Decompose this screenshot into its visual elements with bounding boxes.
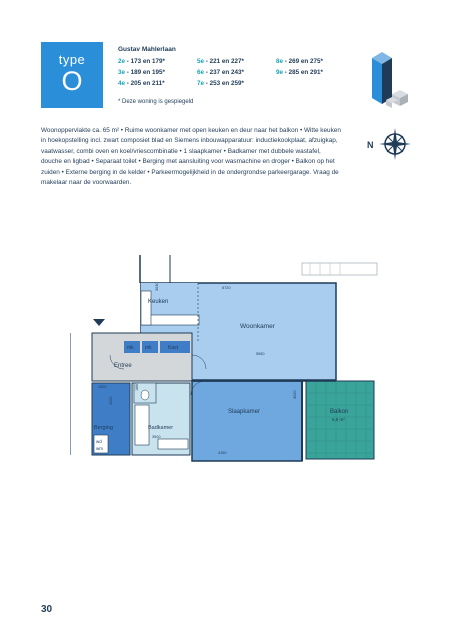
toilet (141, 390, 149, 400)
label-keuken: Keuken (148, 299, 169, 305)
double-sink (158, 439, 188, 449)
dim-bad-width: 3500 (152, 435, 161, 439)
label-entree: Entree (114, 363, 132, 369)
compass-north-label: N (367, 140, 374, 150)
kitchen-counter-side (141, 291, 151, 325)
floor-entry: 6e - 237 en 243* (197, 69, 244, 76)
slaapkamer-room (192, 381, 302, 461)
label-mk-1: mk (127, 345, 134, 351)
dim-keuken-depth: 3030 (155, 282, 159, 291)
floor-entry: 4e - 205 en 211* (118, 80, 165, 87)
building-location-icon (362, 42, 412, 108)
label-slaapkamer: Slaapkamer (228, 409, 261, 415)
description: Woonoppervlakte ca. 65 m² • Ruime woonkamer met open keuken en deur naar het balkon • Witte keuken in hoekopstelling incl. zwart composiet blad en Siemens inbouwapparatuur: inductiekookplaat, afzuigkap, vaatwasser, combi oven en koel/vriescombinatie • 1 slaapkamer • Badkamer met dubbele wastafel, douche en ligbad • Separaat toilet • Berging met aansluiting voor wasmachine en droger • Balkon op het zuiden • Externe berging in de kelder • Parkeermogelijkheid in de ondergrondse parkeergarage. Vraag de makelaar naar de voorwaarden. (41, 127, 341, 187)
label-mk-2: mk (145, 345, 152, 351)
type-letter: O (61, 66, 83, 96)
floor-entry: 9e - 285 en 291* (276, 69, 323, 76)
label-badkamer: Badkamer (148, 425, 174, 431)
floor-plan (70, 255, 390, 475)
label-woonkamer: Woonkamer (240, 323, 275, 330)
type-word: type (58, 52, 86, 67)
dim-woon-width: 8720 (222, 286, 231, 290)
floor-entry: 5e - 221 en 227* (197, 58, 244, 65)
dim-berging-depth: 2200 (109, 396, 113, 405)
bathtub (135, 405, 149, 445)
label-balkon-area: 6,8 m² (332, 417, 345, 422)
label-wd: wd (96, 439, 102, 444)
floor-entry: 2e - 173 en 179* (118, 58, 165, 65)
dim-berging-width: 1500 (98, 385, 107, 389)
floor-entry: 7e - 253 en 259* (197, 80, 244, 87)
mirrored-note: * Deze woning is gespiegeld (118, 99, 194, 105)
page-number: 30 (41, 604, 53, 615)
floor-entry: 3e - 189 en 195* (118, 69, 165, 76)
label-wm: wm (96, 446, 103, 451)
dim-slaap-width: 4150 (218, 451, 227, 455)
type-badge (41, 42, 103, 108)
entree-room (92, 333, 192, 381)
label-balkon: Balkon (330, 409, 349, 415)
dim-bad-depth: 1880 (135, 382, 139, 391)
dim-woon-depth: 5550 (256, 352, 265, 356)
label-berging: Berging (94, 425, 113, 431)
compass-icon (365, 124, 413, 164)
entrance-arrow-icon (93, 319, 105, 326)
floor-entry: 8e - 269 en 275* (276, 58, 323, 65)
label-kast: Kast (168, 345, 179, 351)
dim-slaap-depth: 3020 (293, 390, 297, 399)
street-name: Gustav Mahlerlaan (118, 46, 176, 53)
